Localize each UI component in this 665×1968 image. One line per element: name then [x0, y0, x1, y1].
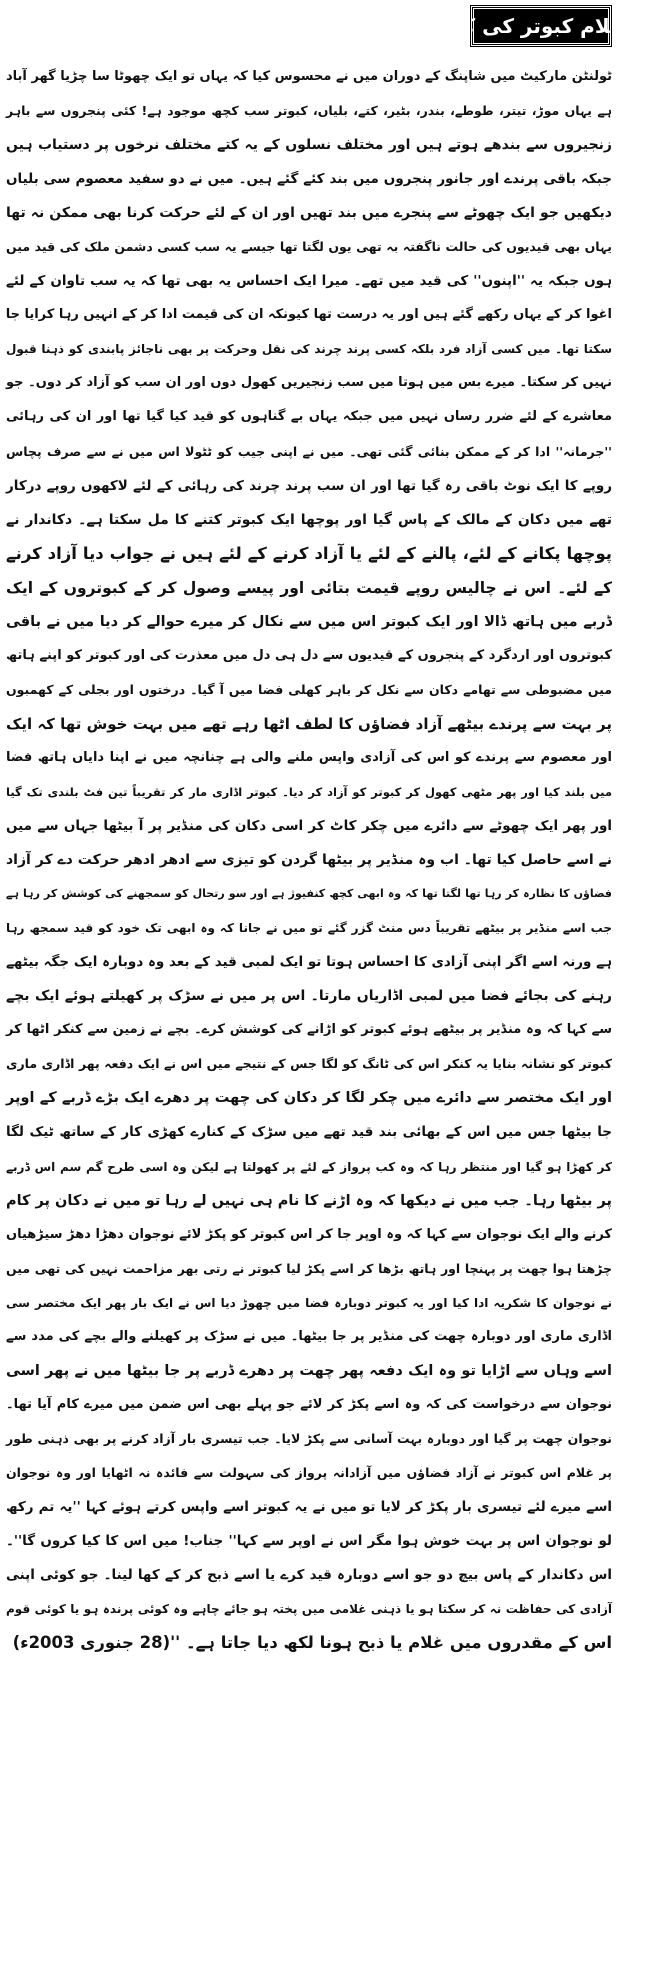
article-line: دیکھیں جو ایک چھوٹے سے پنجرے میں بند تھیں اور ان کے لئے حرکت کرنا بھی ممکن نہ تھا	[6, 205, 612, 222]
article-line: اور معصوم سے پرندے کو اس کی آزادی واپس ملنے والی ہے چنانچہ میں نے اپنا دایاں ہاتھ فضا	[6, 749, 612, 765]
article-line: پر غلام اس کبوتر نے آزاد فضاؤں میں آزادانہ پرواز کی سہولت سے فائدہ نہ اٹھایا اور وہ نوجوان	[6, 1464, 612, 1480]
article-line: فضاؤں کا نظارہ کر رہا تھا لگتا تھا کہ وہ ابھی کچھ کنفیوژ ہے اور سو رتحال کو سمجھنے کی کوشش کر رہا ہے	[6, 887, 612, 901]
article-line: نوجوان چھت پر گیا اور دوبارہ بہت آسانی سے پکڑ لایا۔ جب تیسری بار آزاد کرنے پر بھی ذہنی طور	[6, 1430, 612, 1446]
article-line: میں مضبوطی سے تھامے دکان سے نکل کر باہر کھلی فضا میں آ گیا۔ درختوں اور بجلی کے کھمبوں	[6, 681, 612, 697]
article-line: پوچھا پکانے کے لئے، پالنے کے لئے یا آزاد کرنے کے لئے ہیں نے جواب دیا آزاد کرنے	[6, 543, 612, 563]
article-line: نے اسے حاصل کیا تھا۔ اب وہ منڈیر پر بیٹھا گردن کو تیزی سے ادھر ادھر حرکت دے کر آزاد	[6, 852, 612, 869]
title-banner	[416, 6, 665, 46]
article-line: روپے کا ایک نوٹ باقی رہ گیا تھا اور ان سب پرند چرند کی رہائی کے لئے لاکھوں روپے درکار	[6, 477, 612, 494]
article-line: جبکہ باقی پرندے اور جانور پنجروں میں بند کئے گئے ہیں۔ میں نے دو سفید معصوم سی بلیاں	[6, 171, 612, 188]
article-line: میں بلند کیا اور پھر مٹھی کھول کر کبوتر کو آزاد کر دیا۔ کبوتر اڈاری مار کر تقریباً تین فٹ بلندی تک گیا	[6, 784, 612, 799]
article-line: اڈاری ماری اور دوبارہ چھت کی منڈیر پر جا بیٹھا۔ میں نے سڑک پر کھیلنے والے بچے کی مدد سے	[6, 1328, 612, 1344]
article-title: ایک غلام کبوتر کی کہانی	[416, 14, 665, 38]
article-line: اور ایک مختصر سے دائرے میں چکر لگا کر دکان کی چھت پر دھرے ایک بڑے ڈربے کے اوپر	[6, 1090, 612, 1107]
article-line: کبوتروں اور اردگرد کے پنجروں کے قیدیوں سے دل ہی دل میں معذرت کی اور کبوتر کو اپنے ہاتھ	[6, 647, 612, 663]
article-line: کر کھڑا ہو گیا اور منتظر رہا کہ وہ کب پرواز کے لئے پر کھولتا ہے لیکن وہ اسی طرح گم سم اس ڈربے	[6, 1159, 612, 1174]
article-line: اس دکاندار کے پاس بیچ دو جو اسے دوبارہ قید کرے یا اسے ذبح کر کے کھا لینا۔ جو کوئی اپنی	[6, 1567, 612, 1584]
article-line: رہنے کی بجائے فضا میں لمبی اڈاریاں مارتا۔ اس پر میں نے سڑک پر کھیلتے ہوئے ایک بچے	[6, 988, 612, 1005]
article-line: سکتا تھا۔ میں کسی آزاد فرد بلکہ کسی پرند چرند کی نقل وحرکت پر بھی ناجائز پابندی کو ذہنا قبول	[6, 342, 612, 357]
article-line: کرنے والے ایک نوجوان سے کہا کہ وہ اوپر جا کر اس کبوتر کو پکڑ لائے نوجوان دھڑا دھڑ سیڑھیاں	[6, 1226, 612, 1242]
article-line: چڑھتا ہوا چھت پر پہنچا اور ہاتھ بڑھا کر اسے پکڑ لیا کبوتر نے رتی بھر مزاحمت نہیں کی تھی میں	[6, 1260, 612, 1276]
article-line: ڈربے میں ہاتھ ڈالا اور ایک کبوتر اس میں سے نکال کر میرے حوالے کر دیا میں نے باقی	[6, 613, 612, 630]
article-line: جب اسے منڈیر پر بیٹھے تقریباً دس منٹ گزر گئے تو میں نے جانا کہ وہ ابھی تک خود کو قید سمجھ رہا	[6, 921, 612, 936]
article-line: پر بہت سے پرندے بیٹھے آزاد فضاؤں کا لطف اٹھا رہے تھے میں بہت خوش تھا کہ ایک	[6, 714, 612, 733]
article-line: اور پھر ایک چھوٹے سے دائرے میں چکر کاٹ کر اسی دکان کی منڈیر پر آ بیٹھا جہاں سے میں	[6, 818, 612, 835]
article-line: آزادی کی حفاظت نہ کر سکتا ہو یا ذہنی غلامی میں پختہ ہو جائے چاہے وہ کوئی پرندہ ہو یا کوئی قوم	[6, 1602, 612, 1617]
article-line: اسے میرے لئے تیسری بار پکڑ کر لایا تو میں نے یہ کبوتر اسے واپس کرتے ہوئے کہا ''یہ تم رکھ	[6, 1498, 612, 1515]
article-body	[6, 60, 612, 1660]
article-line: لو نوجوان اس پر بہت خوش ہوا مگر اس نے اوپر سے کہا'' جناب! میں اس کا کیا کروں گا''۔	[6, 1533, 612, 1550]
article-line: کبوتر کو نشانہ بنایا یہ کنکر اس کی ٹانگ کو لگا جس کے نتیجے میں اس نے ایک دفعہ پھر اڈاری ماری	[6, 1056, 612, 1072]
article-line: کے لئے۔ اس نے چالیس روپے قیمت بتائی اور پیسے وصول کر کے کبوتروں کے ایک	[6, 578, 612, 597]
article-line: اغوا کر کے یہاں رکھے گئے ہیں اور یہ درست تھا کیونکہ ان کی قیمت ادا کر کے انہیں رہا کرایا جا	[5, 307, 612, 323]
article-line: ہے یہاں موڑ، تیتر، طوطے، بندر، بٹیر، کتے، بلیاں، کبوتر سب کچھ موجود ہے! کئی پنجروں سے باہر	[6, 103, 612, 119]
article-line: معاشرے کے لئے ضرر رساں نہیں میں جبکہ یہاں بے گناہوں کو قید کیا گیا تھا اور ان کی رہائی	[6, 409, 612, 425]
article-line: یہاں بھی قیدیوں کی حالت ناگفتہ بہ تھی یوں لگتا تھا جیسے یہ سب کسی دشمن ملک کی قید میں	[6, 239, 612, 255]
article-line: ''جرمانہ'' ادا کر کے ممکن بنائی گئی تھی۔ میں نے اپنی جیب کو ٹٹولا اس میں نے سے صرف پچاس	[6, 443, 612, 459]
article-line: نے نوجوان کا شکریہ ادا کیا اور یہ کبوتر دوبارہ فضا میں چھوڑ دیا اس نے ایک بار پھر ایک مختصر سی	[6, 1295, 612, 1310]
article-line: تھے میں دکان کے مالک کے پاس گیا اور پوچھا ایک کبوتر کتنے کا مل سکتا ہے۔ دکاندار نے	[6, 511, 612, 528]
article-line: ہوں جبکہ یہ ''اپنوں'' کی قید میں تھے۔ میرا ایک احساس یہ بھی تھا کہ یہ سب تاوان کے لئے	[6, 273, 612, 290]
article-line: نوجوان سے درخواست کی کہ وہ اسے پکڑ کر لائے جو پہلے بھی اس ضمن میں میرے کام آیا تھا۔	[6, 1396, 612, 1412]
article-line: پر بیٹھا رہا۔ جب میں نے دیکھا کہ وہ اڑنے کا نام ہی نہیں لے رہا تو میں نے دکان پر کام	[5, 1192, 612, 1209]
article-line: زنجیروں سے بندھے ہوتے ہیں اور مختلف نسلوں کے یہ کتے مختلف نرخوں پر دستیاب ہیں	[6, 137, 612, 154]
article-line: اسے وہاں سے اڑایا تو وہ ایک دفعہ پھر چھت پر دھرے ڈربے پر جا بیٹھا میں نے پھر اسی	[6, 1362, 612, 1379]
article-line: اس کے مقدروں میں غلام یا ذبح ہونا لکھ دیا جاتا ہے۔ ''(28 جنوری 2003ء)	[12, 1633, 612, 1653]
article-line: نہیں کر سکتا۔ میرے بس میں ہوتا میں سب زنجیریں کھول دوں اور ان سب کو آزاد کر دوں۔ جو	[6, 375, 612, 391]
article-line: ٹولنٹن مارکیٹ میں شاپنگ کے دوران میں نے محسوس کیا کہ یہاں تو ایک چھوٹا سا چڑیا گھر آباد	[6, 69, 612, 84]
article-line: ہے ورنہ اسے اگر اپنی آزادی کا احساس ہوتا تو ایک لمبی قید کے بعد وہ دوبارہ ایک جگہ بیٹھے	[6, 954, 612, 971]
article-line: سے کہا کہ وہ منڈیر پر بیٹھے ہوئے کبوتر کو اڑانے کی کوشش کرے۔ بچے نے زمین سے کنکر اٹھا کر	[6, 1022, 612, 1038]
article-line: جا بیٹھا جس میں اس کے بھائی بند قید تھے میں سڑک کے کنارے کھڑی کار کے ساتھ ٹیک لگا	[6, 1124, 612, 1141]
